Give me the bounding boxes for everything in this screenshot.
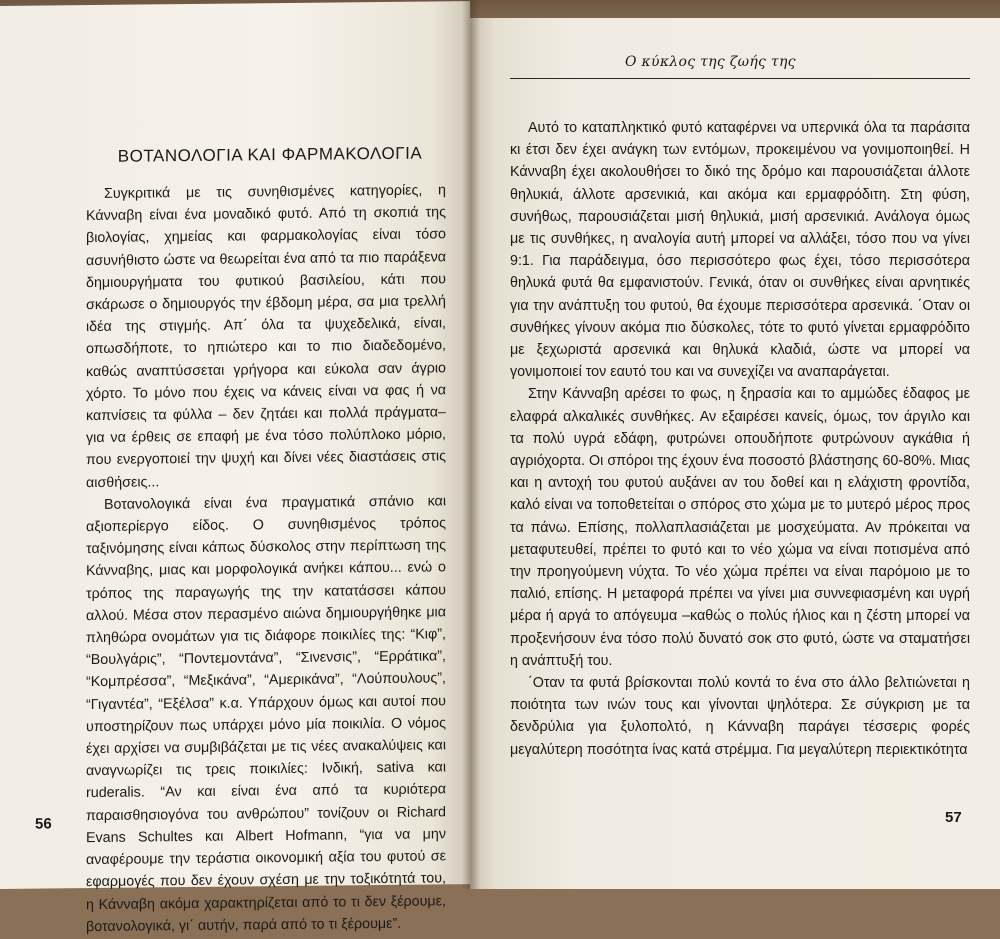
paragraph: Βοτανολογικά είναι ένα πραγματικά σπάνιο και αξιοπερίεργο είδος. Ο συνηθισμένος τρόπος ταξινόμησης είναι κάπως δύσκολος στην περίπτωση της Κάνναβης, μιας και μορφολογικά ανήκει κάπου... ενώ ο τρόπος της παραγωγής της την κατατάσσει κάπου αλλού. Μέσα στον περασμένο αιώνα δημιουργήθηκε μια πληθώρα ονομάτων για τις διάφορε ποικιλίες της: “Κιφ”, “Βουλγάρις”, “Ποντεμοντάνα”, “Σινενσις”, “Ερράτικα”, “Κομπρέσσα”, “Μεξικάνα”, “Αμερικάνα”, “Λούπουλους”, “Γιγαντέα”, “Εξέλσα” κ.α. Υπάρχουν όμως και αυτοί που υποστηρίζουν πως υπάρχει μόνο μία ποικιλία. Ο νόμος έχει αρχίσει να συμβιβάζεται με τις νέες ανακαλύψεις και αναγνωρίζει τις τρεις ποικιλίες: Ινδική, sativa και ruderalis. “Αν και είναι ένα από τα κυριότερα παραισθησιογόνα του ανθρώπου” τονίζουν οι Richard Evans Schultes και Albert Hofmann, “για να μην αναφέρουμε την τεράστια οικονομική αξία του φυτού σε εφαρμογές που δεν έχουν σχέση με την τοξικότητά του, η Κάνναβη ακόμα χαρακτηρίζεται από το τι δεν ξέρουμε, βοτανολογικά, γι΄ αυτήν, παρά από το τι ξέρουμε”. (86, 493, 446, 935)
paragraph: ΄Οταν τα φυτά βρίσκονται πολύ κοντά το ένα στο άλλο βελτιώνεται η ποιότητα των ινών τους και γίνονται ψηλότερα. Σε σύγκριση με τα δενδρύλια για ξυλοπολτό, η Κάνναβη παράγει τέσσερις φορές μεγαλύτερη ποσότητα ίνας κατά στρέμμα. Για μεγαλύτερη περιεκτικότητα (510, 675, 970, 758)
paragraph: Αυτό το καταπληκτικό φυτό καταφέρνει να υπερνικά όλα τα παράσιτα κι έτσι δεν έχει ανάγκη των εντόμων, προκειμένου να γονιμοποιηθεί. Η Κάνναβη έχει ακολουθήσει το δικό της δρόμο και παρουσιάζεται άλλοτε θηλυκιά, άλλοτε αρσενικιά, και ακόμα και ερμαφρόδιτη. Στη φύση, συνήθως, παρουσιάζεται μισή θηλυκιά, μισή αρσενικιά. Ανάλογα όμως με τις συνθήκες, η αναλογία αυτή μπορεί να αλλάξει, τόσο που να γίνει 9:1. Για παράδειγμα, όσο περισσότερο φως έχει, τόσο περισσότερα θηλυκά φυτά θα εμφανιστούν. Γενικά, όταν οι συνθήκες είναι αρνητικές για την ανάπτυξη του φυτού, θα έχουμε περισσότερα αρσενικά. ΄Οταν οι συνθήκες γίνουν ακόμα πιο δύσκολες, τότε το φυτό γίνεται ερμαφρόδιτο με ξεχωριστά αρσενικά και θηλυκά κλαδιά, ώστε να μπορεί να γονιμοποιεί τον εαυτό του και να συνεχίζει να αναπαράγεται. (510, 120, 970, 381)
running-head: Ο κύκλος της ζωής της (625, 54, 796, 70)
right-page (470, 18, 1000, 889)
page-number-left: 56 (35, 815, 52, 833)
left-page-body (86, 179, 446, 938)
book-gutter (462, 0, 480, 889)
chapter-title: ΒΟΤΑΝΟΛΟΓΙΑ ΚΑΙ ΦΑΡΜΑΚΟΛΟΓΙΑ (117, 143, 423, 166)
page-number-right: 57 (945, 809, 962, 826)
header-rule (510, 78, 970, 79)
paragraph: Συγκριτικά με τις συνηθισμένες κατηγορίες, η Κάνναβη είναι ένα μοναδικό φυτό. Από τη σκοπιά της βιολογίας, χημείας και φαρμακολογίας είναι τόσο ασυνήθιστο ώστε να θεωρείται ένα από τα πιο παράξενα δημιουργήματα του φυτικού βασιλείου, κάτι που σκάρωσε ο δημιουργός την έβδομη μέρα, σα μια τρελλή ιδέα της στιγμής. Απ΄ όλα τα ψυχεδελικά, είναι, οπωσδήποτε, το ηπιώτερο και το πιο διαδεδομένο, καθώς αναπτύσσεται γρήγορα και εύκολα σαν άγριο χόρτο. Το μόνο που έχεις να κάνεις είναι να φας ή να καπνίσεις τα φύλλα – δεν ζητάει και πολλά πράγματα– για να έρθεις σε επαφή με ένα τόσο πολύπλοκο μόριο, που ενεργοποιεί την ψυχή και δίνει νέες διαστάσεις στις αισθήσεις... (86, 182, 446, 491)
right-page-body (510, 117, 970, 761)
paragraph: Στην Κάνναβη αρέσει το φως, η ξηρασία και το αμμώδες έδαφος με ελαφρά αλκαλικές συνθήκες. Αν εξαιρέσει κανείς, όμως, τον άργιλο και τα πολύ υγρά εδάφη, φυτρώνει οπουδήποτε φυτρώνουν αγκάθια ή αγριόχορτα. Οι σπόροι της έχουν ένα ποσοστό βλάστησης 60-80%. Μιας και η αντοχή του φυτού αυξάνει αν του δοθεί και η ελάχιστη φροντίδα, καλό είναι να τοποθετείται ο σπόρος στο χώμα με το μυτερό μέρος προς τα πάνω. Επίσης, πολλαπλασιάζεται με μοσχεύματα. Αν πρόκειται να μεταφυτευθεί, πρέπει το φυτό και το νέο χώμα να είναι ποτισμένα από την προηγούμενη νύχτα. Το νέο χώμα πρέπει να είναι παρόμοιο με το παλιό, επίσης. Η μεταφορά πρέπει να γίνει μια συννεφιασμένη και υγρή μέρα ή αργά το απόγευμα –καθώς ο πολύς ήλιος και η ζέστη μπορεί να προξενήσουν ένα τόσο πολύ δυνατό σοκ στο φυτό, ώστε να σταματήσει η ανάπτυξή του. (510, 386, 970, 669)
left-page (0, 1, 470, 935)
